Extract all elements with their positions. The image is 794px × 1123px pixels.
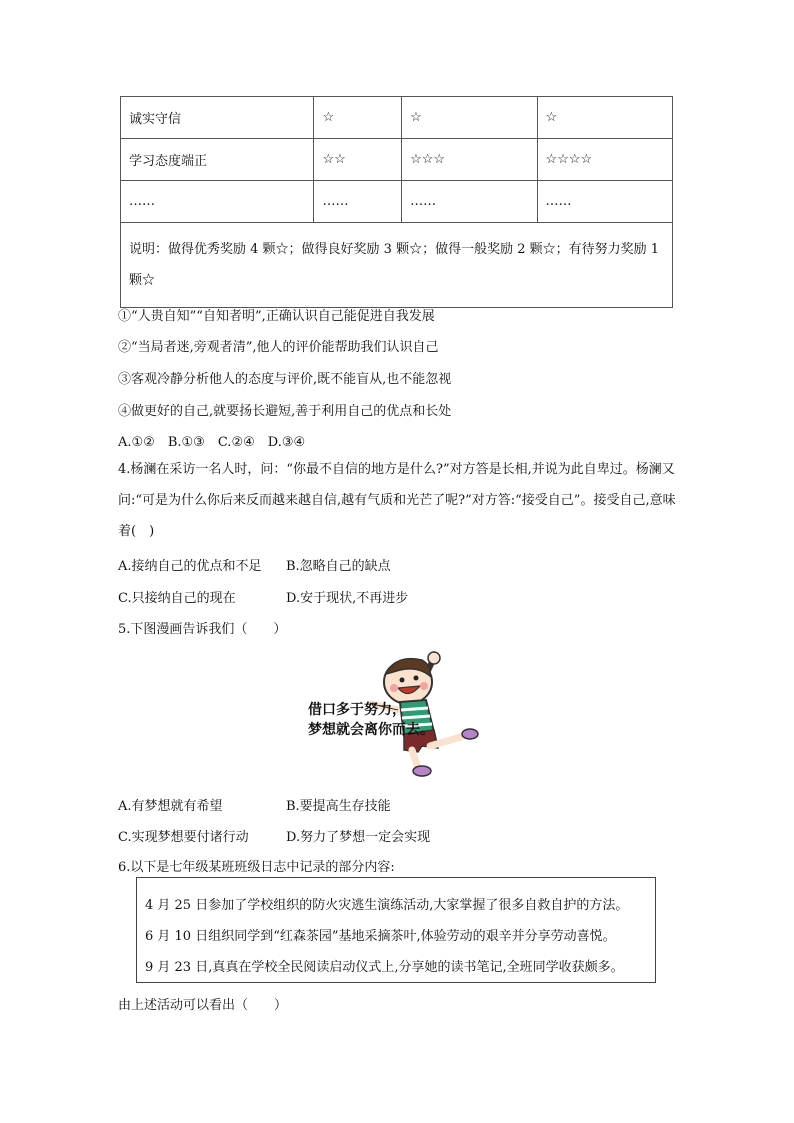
- table-note: 说明：做得优秀奖励 4 颗☆；做得良好奖励 3 颗☆；做得一般奖励 2 颗☆；有待努力奖励 1 颗☆: [121, 223, 673, 308]
- q4-option-a: A.接纳自己的优点和不足: [118, 559, 262, 574]
- table-cell: ☆☆☆: [402, 139, 537, 181]
- table-cell: ☆: [537, 97, 672, 139]
- table-row: [121, 97, 673, 139]
- class-log-entry: 4 月 25 日参加了学校组织的防火灾逃生演练活动,大家掌握了很多自救自护的方法。: [145, 898, 629, 913]
- q5-option-d: D.努力了梦想一定会实现: [286, 830, 431, 845]
- q5-option-a: A.有梦想就有希望: [118, 799, 223, 814]
- q5-stem: 5.下图漫画告诉我们（ ）: [118, 622, 287, 637]
- cartoon-illustration: [300, 648, 510, 778]
- q4-option-d: D.安于现状,不再进步: [286, 591, 409, 606]
- q3-statement-2: ②“当局者迷,旁观者清”,他人的评价能帮助我们认识自己: [118, 340, 439, 355]
- table-row: [121, 139, 673, 181]
- cartoon-caption-line-1: 借口多于努力，: [308, 702, 406, 718]
- q5-option-c: C.实现梦想要付诸行动: [118, 830, 249, 845]
- table-cell: ……: [537, 181, 672, 223]
- class-log-entry: 6 月 10 日组织同学到“红森茶园”基地采摘茶叶,体验劳动的艰辛并分享劳动喜悦。: [145, 929, 616, 944]
- table-cell: ……: [402, 181, 537, 223]
- table-cell: 诚实守信: [121, 97, 314, 139]
- q5-option-b: B.要提高生存技能: [286, 799, 391, 814]
- table-row: [121, 181, 673, 223]
- q6-stem: 6.以下是七年级某班班级日志中记录的部分内容:: [118, 860, 395, 875]
- table-cell: 学习态度端正: [121, 139, 314, 181]
- class-log-entry: 9 月 23 日,真真在学校全民阅读启动仪式上,分享她的读书笔记,全班同学收获颇多。: [145, 960, 624, 975]
- table-cell: ☆: [314, 97, 402, 139]
- table-note-row: [121, 223, 673, 308]
- table-cell: ……: [121, 181, 314, 223]
- table-cell: ☆: [402, 97, 537, 139]
- q4-stem: 4.杨澜在采访一名人时，问：“你最不自信的地方是什么?”对方答是长相,并说为此自卑过。杨澜又问:“可是为什么你后来反而越来越自信,越有气质和光芒了呢?”对方答:“接受自己”。接受自己,意味着( ): [118, 462, 676, 539]
- q3-statement-3: ③客观冷静分析他人的态度与评价,既不能盲从,也不能忽视: [118, 372, 452, 387]
- q3-statement-1: ①“人贵自知”“自知者明”,正确认识自己能促进自我发展: [118, 309, 435, 324]
- cartoon-caption: [308, 700, 434, 740]
- q3-statement-4: ④做更好的自己,就要扬长避短,善于利用自己的优点和长处: [118, 404, 452, 419]
- table-cell: ……: [314, 181, 402, 223]
- cartoon-caption-line-2: 梦想就会离你而去。: [308, 722, 434, 738]
- q4-option-c: C.只接纳自己的现在: [118, 591, 236, 606]
- q4-option-b: B.忽略自己的缺点: [286, 559, 391, 574]
- class-log-box: [136, 877, 656, 983]
- rating-table: [120, 96, 673, 308]
- q6-followup: 由上述活动可以看出（ ）: [118, 998, 288, 1013]
- q3-options: A.①② B.①③ C.②④ D.③④: [118, 435, 306, 450]
- table-cell: ☆☆: [314, 139, 402, 181]
- table-cell: ☆☆☆☆: [537, 139, 672, 181]
